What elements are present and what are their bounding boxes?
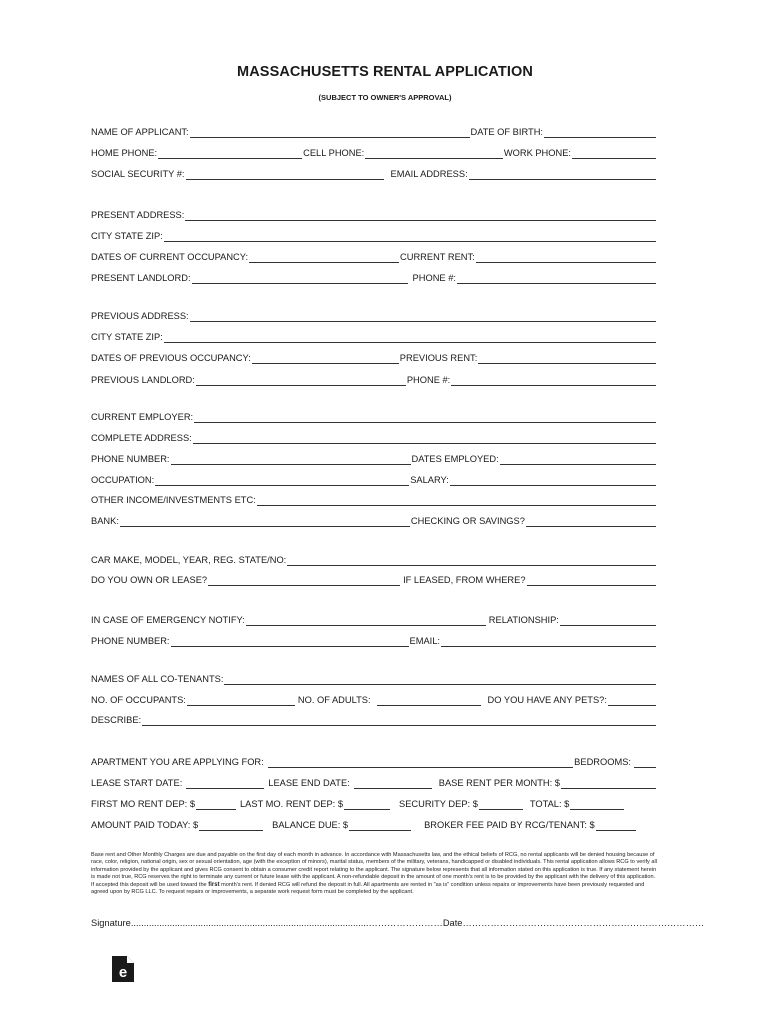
car-make-field[interactable] xyxy=(287,555,656,566)
dates-employed-label: DATES EMPLOYED: xyxy=(411,454,499,464)
phone-label: PHONE #: xyxy=(406,375,451,385)
emergency-notify-label: IN CASE OF EMERGENCY NOTIFY: xyxy=(91,615,245,625)
apartment-applying-label: APARTMENT YOU ARE APPLYING FOR: xyxy=(91,757,264,767)
present-address-label: PRESENT ADDRESS: xyxy=(91,210,185,220)
present-address-field[interactable] xyxy=(185,210,656,221)
row-previous-occupancy xyxy=(91,350,657,364)
social-security-label: SOCIAL SECURITY #: xyxy=(91,169,185,179)
total-field[interactable] xyxy=(570,799,624,810)
co-tenants-field[interactable] xyxy=(224,674,656,685)
row-bank xyxy=(91,513,657,527)
logo xyxy=(110,954,136,984)
date-label: Date xyxy=(442,918,463,928)
base-rent-field[interactable] xyxy=(561,778,656,789)
if-leased-field[interactable] xyxy=(527,575,656,586)
work-phone-label: WORK PHONE: xyxy=(503,148,571,158)
balance-due-field[interactable] xyxy=(349,820,411,831)
phone-field[interactable] xyxy=(457,273,656,284)
car-make-label: CAR MAKE, MODEL, YEAR, REG. STATE/NO: xyxy=(91,555,287,565)
bedrooms-label: BEDROOMS: xyxy=(574,757,631,767)
disclaimer-bold: first xyxy=(208,881,220,888)
email-field[interactable] xyxy=(441,636,656,647)
row-current-occupancy xyxy=(91,249,657,263)
broker-fee-field[interactable] xyxy=(596,820,636,831)
phone-number-label: PHONE NUMBER: xyxy=(91,636,170,646)
first-mo-rent-field[interactable] xyxy=(196,799,236,810)
dates-employed-field[interactable] xyxy=(500,454,656,465)
other-income-label: OTHER INCOME/INVESTMENTS ETC: xyxy=(91,495,256,505)
dates-current-occupancy-label: DATES OF CURRENT OCCUPANCY: xyxy=(91,252,249,262)
date-of-birth-field[interactable] xyxy=(544,127,656,138)
disclaimer-part-2: month's rent. If denied RCG will refund the deposit in full. All apartments are rented in "as is" condition unless repairs or improvements have been previously requested and agreed upon by RCG LLC. To request repairs or improvements, a separate work request form must be completed by the applicant. xyxy=(91,881,645,896)
name-of-applicant-label: NAME OF APPLICANT: xyxy=(91,127,189,137)
previous-landlord-field[interactable] xyxy=(196,375,406,386)
dates-previous-occupancy-label: DATES OF PREVIOUS OCCUPANCY: xyxy=(91,353,251,363)
current-employer-label: CURRENT EMPLOYER: xyxy=(91,412,194,422)
row-emergency-phone xyxy=(91,633,657,647)
phone-number-field[interactable] xyxy=(171,636,409,647)
lease-end-label: LEASE END DATE: xyxy=(268,778,350,788)
city-state-zip-label: CITY STATE ZIP: xyxy=(91,231,163,241)
any-pets-field[interactable] xyxy=(608,695,656,706)
complete-address-label: COMPLETE ADDRESS: xyxy=(91,433,192,443)
lease-end-field[interactable] xyxy=(354,778,432,789)
previous-address-label: PREVIOUS ADDRESS: xyxy=(91,311,189,321)
cell-phone-field[interactable] xyxy=(365,148,503,159)
signature-label: Signature xyxy=(91,918,131,928)
phone-label: PHONE #: xyxy=(412,273,456,283)
own-or-lease-field[interactable] xyxy=(208,575,400,586)
name-of-applicant-field[interactable] xyxy=(190,127,470,138)
no-of-adults-label: NO. OF ADULTS: xyxy=(297,695,371,705)
total-label: TOTAL: $ xyxy=(529,799,570,809)
relationship-label: RELATIONSHIP: xyxy=(488,615,559,625)
describe-field[interactable] xyxy=(142,715,656,726)
dates-previous-occupancy-field[interactable] xyxy=(252,353,399,364)
row-phones xyxy=(91,145,657,159)
any-pets-label: DO YOU HAVE ANY PETS?: xyxy=(487,695,607,705)
no-of-adults-field[interactable] xyxy=(377,695,481,706)
row-emergency xyxy=(91,612,657,626)
no-of-occupants-field[interactable] xyxy=(187,695,295,706)
security-dep-label: SECURITY DEP: $ xyxy=(399,799,478,809)
previous-address-field[interactable] xyxy=(190,311,656,322)
relationship-field[interactable] xyxy=(560,615,656,626)
date-field[interactable]: …………………………………………………………………… xyxy=(462,918,705,928)
previous-landlord-label: PREVIOUS LANDLORD: xyxy=(91,375,195,385)
row-complete-address xyxy=(91,430,657,444)
row-employer-phone xyxy=(91,451,657,465)
broker-fee-label: BROKER FEE PAID BY RCG/TENANT: $ xyxy=(424,820,595,830)
first-mo-rent-label: FIRST MO RENT DEP: $ xyxy=(91,799,196,809)
other-income-field[interactable] xyxy=(257,495,656,506)
no-of-occupants-label: NO. OF OCCUPANTS: xyxy=(91,695,186,705)
security-dep-field[interactable] xyxy=(479,799,523,810)
city-state-zip-field[interactable] xyxy=(164,332,656,343)
city-state-zip-field[interactable] xyxy=(164,231,656,242)
row-deposits xyxy=(91,796,657,810)
present-landlord-label: PRESENT LANDLORD: xyxy=(91,273,191,283)
apartment-applying-field[interactable] xyxy=(268,757,573,768)
if-leased-label: IF LEASED, FROM WHERE? xyxy=(403,575,526,585)
city-state-zip-label: CITY STATE ZIP: xyxy=(91,332,163,342)
base-rent-label: BASE RENT PER MONTH: $ xyxy=(438,778,560,788)
bank-field[interactable] xyxy=(120,516,410,527)
row-lease-dates xyxy=(91,775,657,789)
last-mo-rent-field[interactable] xyxy=(344,799,390,810)
row-own-or-lease xyxy=(91,572,657,586)
row-present-landlord xyxy=(91,270,657,284)
row-applicant-name xyxy=(91,124,657,138)
phone-number-field[interactable] xyxy=(171,454,411,465)
disclaimer-part-1: Base rent and Other Monthly Charges are due and payable on the first day of each month in advance. In accordance with Massachusetts law, and the ethical beliefs of RCG, no rental applicants will be denied housing because of race, color, religion, national origin, sex or sexual orientation, age (with the exception of minors), marital status, members of the military, veterans, handicapped or disabled individuals. This rental application allows RCG to verify all information provided by the applicant and gives RCG consent to obtain a consumer credit report relating to the applicant. The signature below represents that all information stated on this application is true. If any statement herein is made not true, RCG reserves the right to terminate any current or future lease with the applicant. A non-refundable deposit in the amount of one month's rent is to be provided by the applicant with the delivery of this application. If accepted this deposit will be used toward the xyxy=(91,852,657,888)
checking-or-savings-label: CHECKING OR SAVINGS? xyxy=(410,516,525,526)
balance-due-label: BALANCE DUE: $ xyxy=(272,820,349,830)
row-apartment xyxy=(91,754,657,768)
row-city-state-zip-1 xyxy=(91,228,657,242)
phone-number-label: PHONE NUMBER: xyxy=(91,454,170,464)
amount-paid-label: AMOUNT PAID TODAY: $ xyxy=(91,820,199,830)
lease-start-field[interactable] xyxy=(186,778,264,789)
occupation-field[interactable] xyxy=(155,475,409,486)
salary-field[interactable] xyxy=(450,475,656,486)
own-or-lease-label: DO YOU OWN OR LEASE? xyxy=(91,575,208,585)
complete-address-field[interactable] xyxy=(193,433,656,444)
current-rent-label: CURRENT RENT: xyxy=(400,252,475,262)
occupation-label: OCCUPATION: xyxy=(91,475,155,485)
form-title: MASSACHUSETTS RENTAL APPLICATION xyxy=(237,64,533,80)
row-co-tenants xyxy=(91,671,657,685)
emergency-notify-field[interactable] xyxy=(246,615,486,626)
row-ssn-email xyxy=(91,166,657,180)
last-mo-rent-label: LAST MO. RENT DEP: $ xyxy=(240,799,343,809)
email-label: EMAIL: xyxy=(409,636,440,646)
present-landlord-field[interactable] xyxy=(192,273,408,284)
row-present-address xyxy=(91,207,657,221)
co-tenants-label: NAMES OF ALL CO-TENANTS: xyxy=(91,674,224,684)
row-car xyxy=(91,552,657,566)
salary-label: SALARY: xyxy=(410,475,449,485)
current-employer-field[interactable] xyxy=(194,412,656,423)
describe-label: DESCRIBE: xyxy=(91,715,142,725)
bank-label: BANK: xyxy=(91,516,119,526)
cell-phone-label: CELL PHONE: xyxy=(303,148,365,158)
email-address-label: EMAIL ADDRESS: xyxy=(390,169,468,179)
previous-rent-label: PREVIOUS RENT: xyxy=(399,353,478,363)
disclaimer-text xyxy=(91,852,657,896)
work-phone-field[interactable] xyxy=(572,148,656,159)
bedrooms-field[interactable] xyxy=(634,757,656,768)
logo-icon xyxy=(110,954,136,984)
row-previous-landlord xyxy=(91,372,657,386)
social-security-field[interactable] xyxy=(186,169,384,180)
row-current-employer xyxy=(91,409,657,423)
phone-field[interactable] xyxy=(451,375,656,386)
signature-row xyxy=(91,918,705,928)
date-of-birth-label: DATE OF BIRTH: xyxy=(470,127,543,137)
email-address-field[interactable] xyxy=(469,169,656,180)
checking-or-savings-field[interactable] xyxy=(526,516,656,527)
row-city-state-zip-2 xyxy=(91,329,657,343)
row-occupants xyxy=(91,692,657,706)
signature-field[interactable]: ............................................................................................…………………… xyxy=(130,918,443,928)
form-subtitle: (SUBJECT TO OWNER'S APPROVAL) xyxy=(318,93,452,102)
row-other-income xyxy=(91,492,657,506)
previous-rent-field[interactable] xyxy=(478,353,656,364)
lease-start-label: LEASE START DATE: xyxy=(91,778,183,788)
home-phone-label: HOME PHONE: xyxy=(91,148,158,158)
row-describe xyxy=(91,712,657,726)
row-payment xyxy=(91,817,657,831)
row-previous-address xyxy=(91,308,657,322)
home-phone-field[interactable] xyxy=(158,148,302,159)
dates-current-occupancy-field[interactable] xyxy=(249,252,399,263)
logo-letter: e xyxy=(118,964,128,981)
row-occupation xyxy=(91,472,657,486)
amount-paid-field[interactable] xyxy=(199,820,263,831)
current-rent-field[interactable] xyxy=(476,252,656,263)
